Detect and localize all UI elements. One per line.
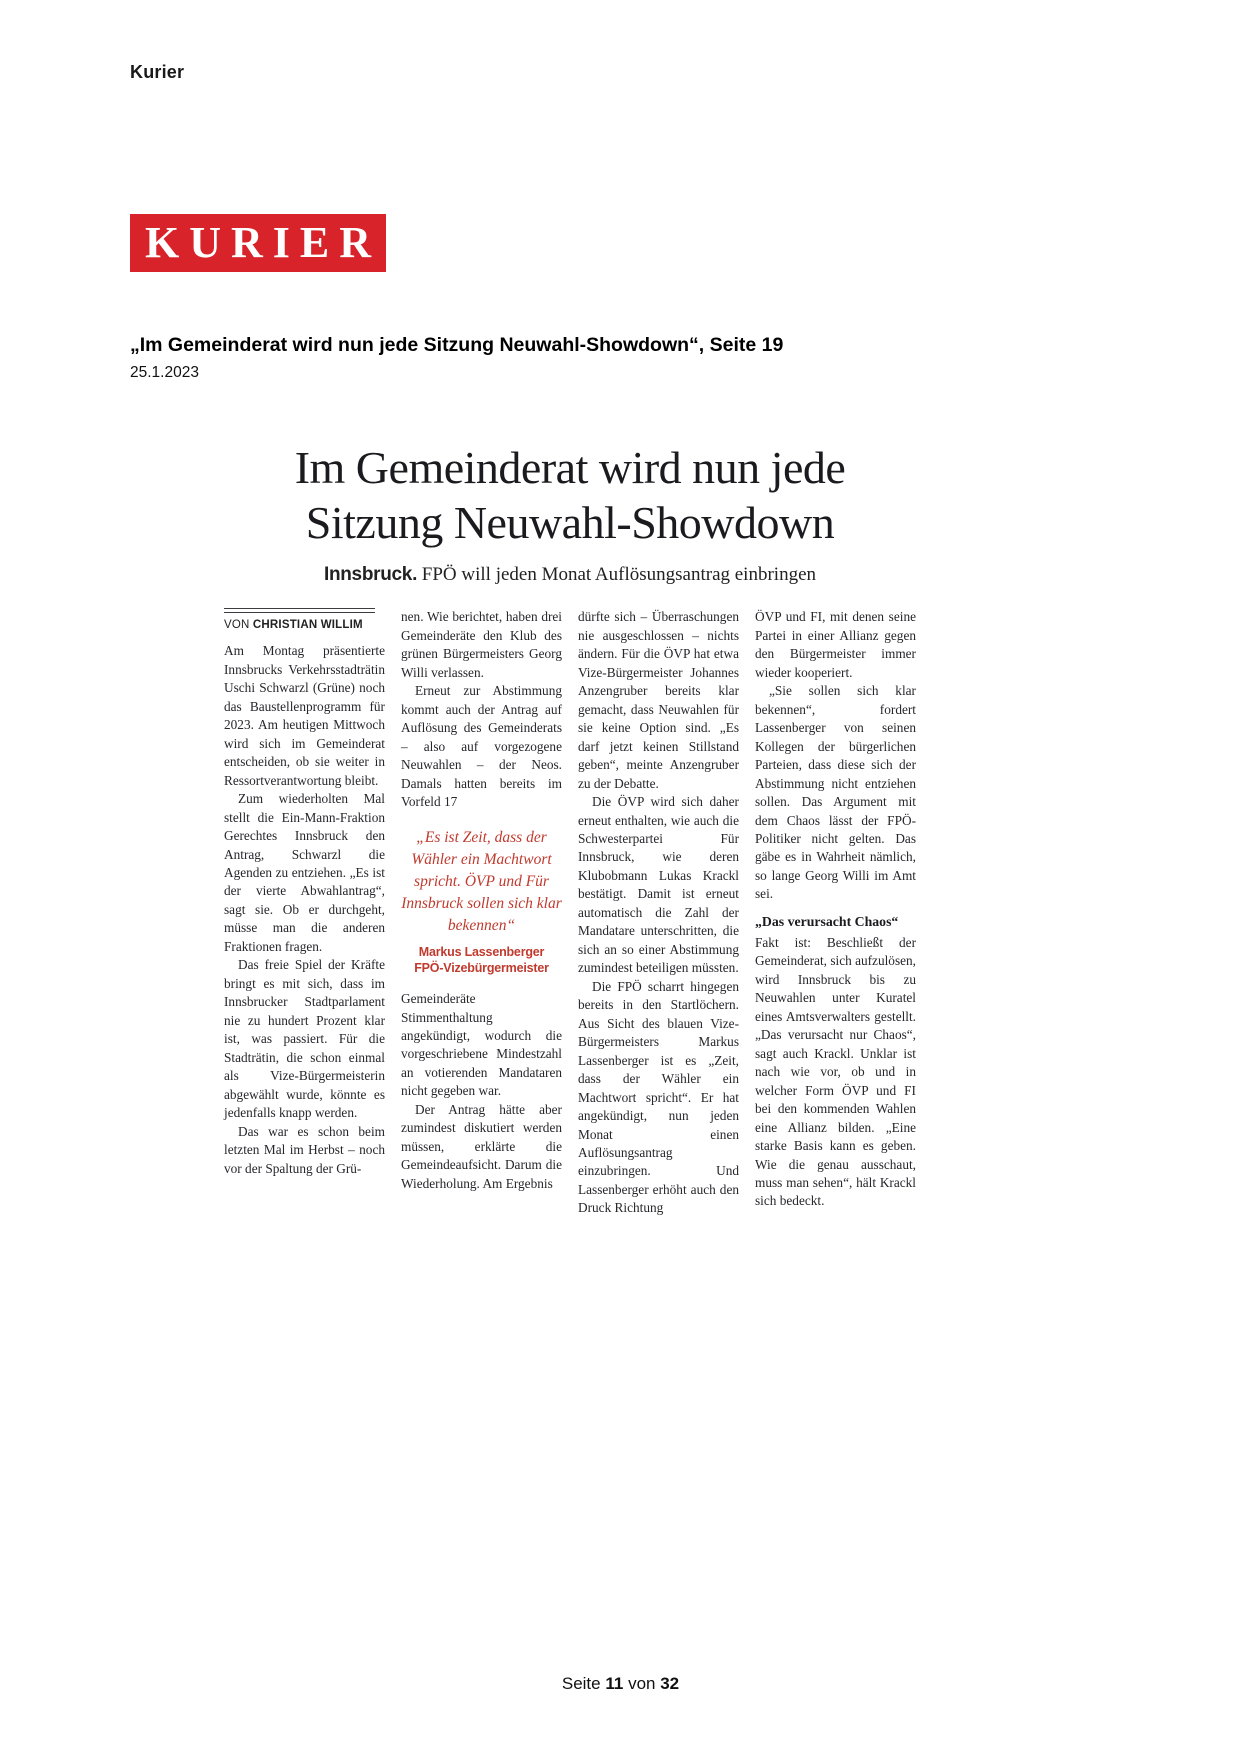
article-subtitle-text: FPÖ will jeden Monat Auflösungsantrag einbringen	[421, 564, 817, 586]
article-title	[224, 440, 916, 550]
footer-prefix: Seite	[561, 1674, 601, 1693]
body-paragraph: Der Antrag hätte aber zumindest diskutiert werden müssen, erklärte die Gemeindeaufsicht. Darum die Wiederholung. Am Ergebnis	[401, 1101, 562, 1191]
body-paragraph: nen. Wie berichtet, haben drei Gemeinderäte den Klub des grünen Bürgermeisters Georg Willi verlassen.	[401, 609, 562, 680]
source-label: Kurier	[130, 62, 185, 82]
pull-quote-attribution: Markus Lassenberger FPÖ-Vizebürgermeister	[414, 944, 549, 975]
body-paragraph: ÖVP und FI, mit denen seine Partei in einer Allianz gegen den Bürgermeister immer wieder kooperiert.	[755, 609, 916, 680]
body-paragraph: Die FPÖ scharrt hingegen bereits in den Startlöchern. Aus Sicht des blauen Vize-Bürgermeisters Markus Lassenberger ist es „Zeit, dass der Wähler ein Machtwort spricht“. Er hat angekündigt, nun jeden Monat einen Auflösungsantrag einzubringen. Und Lassenberger erhöht auch den Druck Richtung	[578, 978, 739, 1216]
body-paragraph: Gemeinderäte Stimmenthaltung angekündigt, wodurch die vorgeschriebene Mindestzahl an votierenden Mandataren nicht gegeben war.	[401, 991, 562, 1099]
body-paragraph: dürfte sich – Überraschungen nie ausgeschlossen – nichts ändern. Für die ÖVP hat etwa Vize-Bürgermeister Johannes Anzengruber bereits klar gemacht, dass Neuwahlen für sie keine Option sind. „Es darf jetzt keinen Stillstand geben“, meinte Anzengruber zu der Debatte.	[578, 609, 739, 791]
byline	[224, 608, 385, 631]
body-paragraph: Fakt ist: Beschließt der Gemeinderat, sich aufzulösen, wird Innsbruck bis zu Neuwahlen unter Kuratel eines Amtsverwalters gestellt. „Das verursacht nur Chaos“, sagt auch Krackl. Unklar ist nach wie vor, ob und in welcher Form ÖVP und FI bei den kommenden Wahlen eine Allianz bilden. „Eine starke Basis kann es geben. Wie die genau ausschaut, muss man sehen“, hält Krackl sich bedeckt.	[755, 934, 916, 1209]
pull-quote	[401, 827, 562, 977]
pull-quote-text: „Es ist Zeit, dass der Wähler ein Machtwort spricht. ÖVP und Für Innsbruck sollen sich klar bekennen“	[401, 828, 562, 934]
body-paragraph: Das war es schon beim letzten Mal im Herbst – noch vor der Spaltung der Grü-	[224, 1123, 385, 1176]
section-subhead: „Das verursacht Chaos“	[755, 913, 899, 929]
byline-rule	[224, 608, 375, 613]
footer-total-pages: 32	[660, 1674, 680, 1693]
article-column-2	[401, 608, 562, 1217]
article-subtitle	[224, 564, 916, 586]
clipping-date: 25.1.2023	[130, 364, 199, 381]
page-footer	[0, 1674, 1241, 1694]
clipping-headline: „Im Gemeinderat wird nun jede Sitzung Neuwahl-Showdown“, Seite 19	[130, 334, 784, 356]
body-paragraph: Am Montag präsentierte Innsbrucks Verkehrsstadträtin Uschi Schwarzl (Grüne) noch das Baustellenprogramm für 2023. Am heutigen Mittwoch wird sich im Gemeinderat entscheiden, ob sie weiter in Ressortverantwortung bleibt.	[224, 643, 385, 788]
body-paragraph: Das freie Spiel der Kräfte bringt es mit sich, dass im Innsbrucker Stadtparlament nie zu hundert Prozent klar ist, was passiert. Für die Stadträtin, die schon einmal als Vize-Bürgermeisterin abgewählt wurde, könnte es jedenfalls knapp werden.	[224, 957, 385, 1121]
body-paragraph: Zum wiederholten Mal stellt die Ein-Mann-Fraktion Gerechtes Innsbruck den Antrag, Schwarzl die Agenden zu entziehen. „Es ist der vierte Abwahlantrag“, sagt sie. Ob er durchgeht, müsse man die anderen Fraktionen fragen.	[224, 791, 385, 954]
footer-separator: von	[628, 1674, 656, 1693]
body-paragraph: „Sie sollen sich klar bekennen“, fordert Lassenberger von seinen Kollegen der bürgerlichen Parteien, dass diese sich der Abstimmung nicht entziehen sollen. Das Argument mit dem Chaos lässt der FPÖ-Politiker nicht gelten. Das gäbe es in Wahrheit nämlich, so lange Georg Willi im Amt sei.	[755, 683, 916, 902]
kurier-logo-text: KURIER	[144, 218, 382, 267]
article-clipping	[224, 440, 916, 1218]
article-title-line1: Im Gemeinderat wird nun jede	[294, 442, 846, 493]
article-column-3	[578, 608, 739, 1217]
article-kicker: Innsbruck.	[323, 564, 418, 586]
kurier-logo	[130, 214, 386, 272]
byline-author: VON CHRISTIAN WILLIM	[224, 619, 363, 632]
article-title-line2: Sitzung Neuwahl-Showdown	[305, 497, 835, 549]
body-paragraph: Erneut zur Abstimmung kommt auch der Antrag auf Auflösung des Gemeinderats – also auf vorgezogene Neuwahlen – der Neos. Damals hatten bereits im Vorfeld 17	[401, 683, 562, 810]
article-columns	[224, 608, 916, 1217]
footer-current-page: 11	[605, 1674, 624, 1693]
body-paragraph: Die ÖVP wird sich daher erneut enthalten, wie auch die Schwesterpartei Für Innsbruck, wie deren Klubobmann Lukas Krackl bestätigt. Damit ist erneut automatisch die Zahl der Mandatare unterschritten, die sich an so einer Abstimmung zumindest beteiligen müssten.	[578, 794, 739, 976]
article-column-1	[224, 608, 385, 1217]
article-column-4	[755, 608, 916, 1217]
